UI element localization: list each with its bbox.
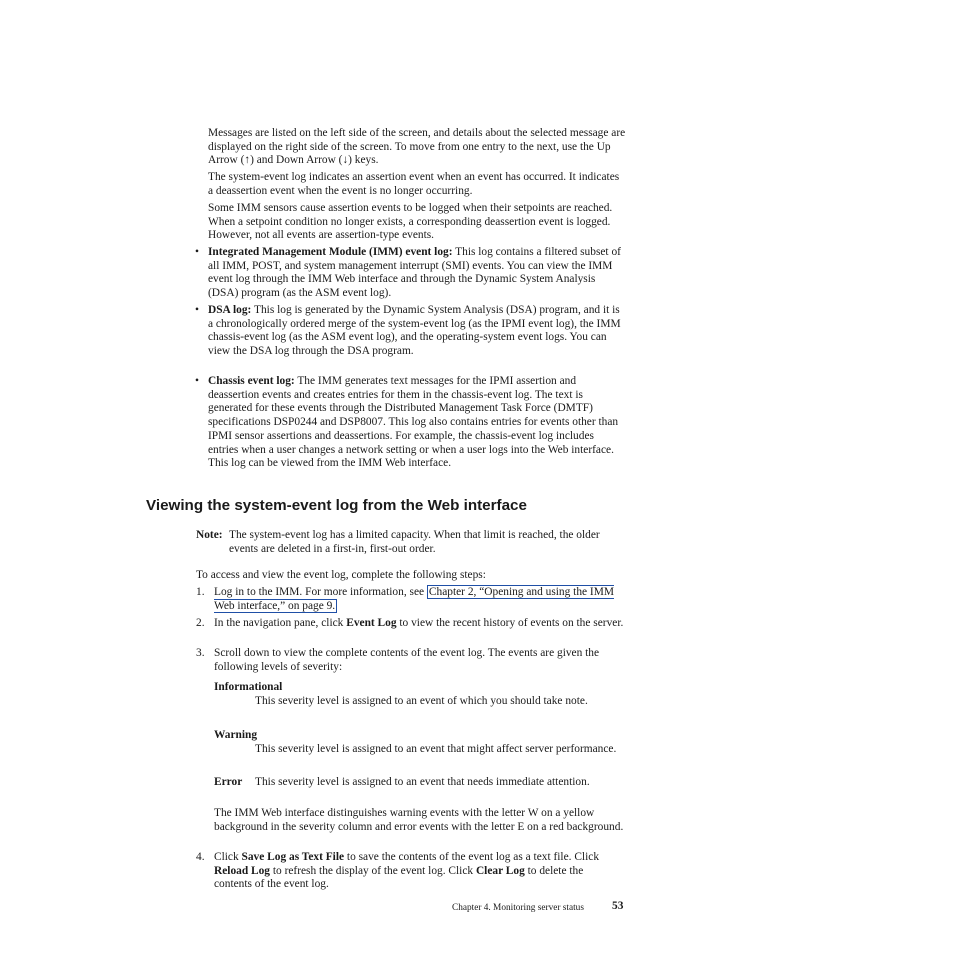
bullet-icon: •: [195, 304, 199, 316]
severity-desc: This severity level is assigned to an event that might affect server performance.: [255, 743, 617, 755]
bullet-term: DSA log:: [208, 304, 252, 316]
save-log-term: Save Log as Text File: [241, 851, 345, 863]
section-heading: Viewing the system-event log from the Web interface: [146, 497, 527, 514]
chapter-2-link[interactable]: Chapter 2, “Opening and using the IMM Web interface,” on page 9.: [214, 586, 614, 612]
step-1-text: Log in to the IMM. For more information, see: [214, 586, 427, 598]
step-number: 1.: [196, 586, 205, 598]
severity-desc: This severity level is assigned to an event that needs immediate attention.: [255, 776, 590, 788]
note-label: Note:: [196, 529, 223, 541]
event-log-term: Event Log: [346, 617, 397, 629]
bullet-term: Chassis event log:: [208, 375, 295, 387]
bullet-text: The IMM generates text messages for the IPMI assertion and deassertion events and creates entries for them in the chassis-event log. The text is generated for these events through the Distributed Management Task Force (DMTF) specifications DSP0244 and DSP8007. This log also contains entries for events other than IPMI sensor assertions and deassertions. For example, the chassis-event log includes entries when a user changes a network setting or when a user logs into the Web interface. This log can be viewed from the IMM Web interface.: [208, 375, 619, 470]
footer-chapter: Chapter 4. Monitoring server status: [452, 903, 584, 913]
bullet-icon: •: [195, 375, 199, 387]
intro-paragraph-3: Some IMM sensors cause assertion events to be logged when their setpoints are reached. When a setpoint condition no longer exists, a corresponding deassertion event is logged. However, not all events are assertion-type events.: [208, 202, 613, 242]
step-number: 4.: [196, 851, 205, 863]
reload-log-term: Reload Log: [214, 864, 271, 877]
severity-colors-paragraph: The IMM Web interface distinguishes warning events with the letter W on a yellow background in the severity column and error events with the letter E on a red background.: [214, 807, 624, 833]
severity-term: Informational: [214, 681, 283, 693]
step-4-text: to refresh the display of the event log. Click: [270, 864, 476, 877]
note-text: The system-event log has a limited capacity. When that limit is reached, the older events are deleted in a first-in, first-out order.: [229, 529, 600, 555]
steps-lead: To access and view the event log, complete the following steps:: [196, 569, 486, 581]
bullet-text: This log is generated by the Dynamic System Analysis (DSA) program, and it is a chronologically ordered merge of the system-event log (as the IPMI event log), the IMM chassis-event log (as the ASM event log), and the operating-system event logs. You can view the DSA log through the DSA program.: [208, 304, 621, 358]
step-number: 3.: [196, 647, 205, 659]
step-4-text: to delete the contents of the event log.: [214, 864, 584, 891]
intro-paragraph-1: Messages are listed on the left side of the screen, and details about the selected message are displayed on the right side of the screen. To move from one entry to the next, use the Up Arrow (↑) and Down Arrow (↓) keys.: [208, 127, 626, 167]
severity-term: Warning: [214, 729, 258, 741]
step-4-text: to save the contents of the event log as a text file. Click: [344, 851, 600, 863]
step-2-text: In the navigation pane, click: [214, 617, 347, 629]
bullet-term: Integrated Management Module (IMM) event log:: [208, 246, 453, 258]
step-number: 2.: [196, 617, 205, 629]
clear-log-term: Clear Log: [475, 864, 525, 877]
bullet-text: This log contains a filtered subset of all IMM, POST, and system management interrupt (SMI) events. You can view the IMM event log through the IMM Web interface and through the Dynamic System Analysis (DSA) program (as the ASM event log).: [208, 246, 621, 300]
severity-term: Error: [214, 776, 243, 788]
intro-paragraph-2: The system-event log indicates an assertion event when an event has occurred. It indicates a deassertion event when the event is no longer occurring.: [208, 171, 620, 197]
step-3-text: Scroll down to view the complete contents of the event log. The events are given the following levels of severity:: [214, 647, 600, 673]
step-2-text-end: to view the recent history of events on the server.: [396, 617, 624, 629]
severity-desc: This severity level is assigned to an event of which you should take note.: [255, 695, 588, 707]
bullet-icon: •: [195, 246, 199, 258]
step-4-text: Click: [214, 851, 242, 863]
page-number: 53: [612, 900, 624, 912]
